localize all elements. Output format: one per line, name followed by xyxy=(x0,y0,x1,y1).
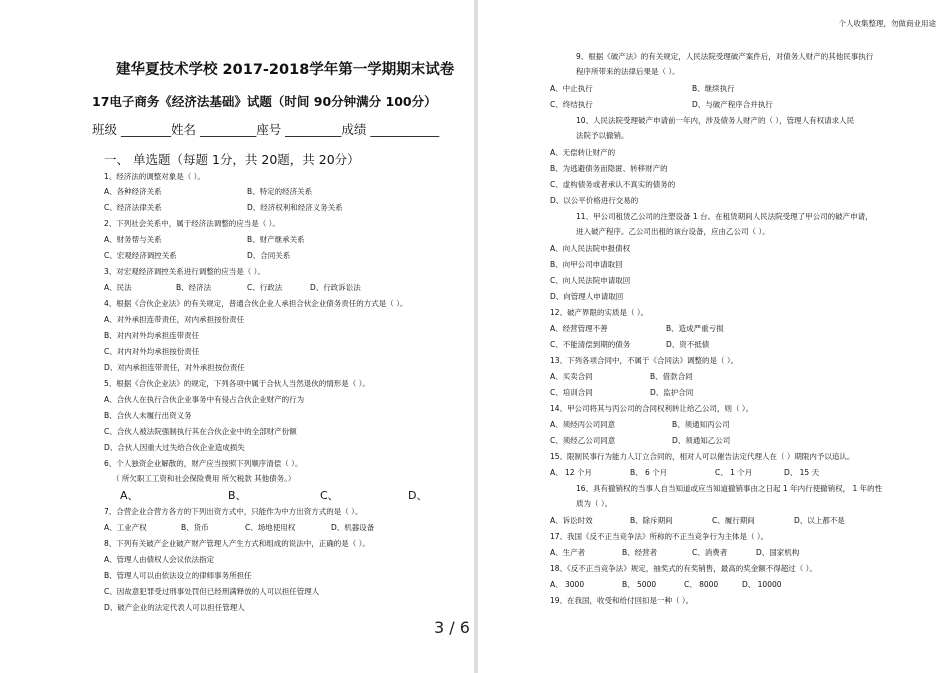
text-line: A、财务帮与关系 xyxy=(104,235,162,244)
text-line: C、虚构债务或者承认不真实的债务的 xyxy=(550,180,676,189)
text-line: B、对内对外均承担连带责任 xyxy=(104,331,200,340)
text-line: C、 8000 xyxy=(684,580,719,589)
text-line: D、 15 天 xyxy=(784,468,820,477)
text-line: C、 1 个月 xyxy=(715,468,753,477)
text-line: A、合伙人在执行合伙企业事务中有侵占合伙企业财产的行为 xyxy=(104,395,305,404)
text-line: 5、根据《合伙企业法》的规定，下列各项中属于合伙人当然退伙的情形是（ ）。 xyxy=(104,379,370,388)
exam-subtitle: 17电子商务《经济法基础》试题（时间 90分钟满分 100分） xyxy=(92,94,437,109)
text-line: 9、根据《破产法》的有关规定，人民法院受理破产案件后，对债务人财产的其他民事执行 xyxy=(576,52,874,61)
text-line: A、须经丙公司同意 xyxy=(550,420,616,429)
section-heading: 一、 单选题（每题 1分，共 20题，共 20分） xyxy=(104,152,360,167)
text-line: C、行政法 xyxy=(247,283,283,292)
text-line: A、对外承担连带责任，对内承担按份责任 xyxy=(104,315,245,324)
text-line: C、须经乙公司同意 xyxy=(550,436,616,445)
text-line: 13、下列各项合同中，不属于《合同法》调整的是（ ）。 xyxy=(550,356,739,365)
text-line: 进入破产程序。乙公司出租的该台设备，应由乙公司（ ）。 xyxy=(576,227,770,236)
text-line: A、经营管理不善 xyxy=(550,324,608,333)
text-line: B、财产继承关系 xyxy=(247,235,305,244)
text-line: D、 10000 xyxy=(742,580,782,589)
text-line: A、买卖合同 xyxy=(550,372,593,381)
text-line: A、管理人由债权人会议依法指定 xyxy=(104,555,215,564)
text-line: B、管理人可以由依法设立的律师事务所担任 xyxy=(104,571,252,580)
text-line: 质为（ ）。 xyxy=(576,499,613,508)
text-line: D、国家机构 xyxy=(756,548,800,557)
text-line: C、 xyxy=(320,489,339,502)
text-line: B、货币 xyxy=(181,523,209,532)
text-line: D、以上都不是 xyxy=(794,516,845,525)
text-line: B、为逃避债务而隐匿、转移财产的 xyxy=(550,164,668,173)
text-line: D、与破产程序合并执行 xyxy=(692,100,773,109)
text-line: B、借款合同 xyxy=(650,372,693,381)
text-line: B、继续执行 xyxy=(692,84,735,93)
text-line: B、经营者 xyxy=(622,548,658,557)
text-line: C、消费者 xyxy=(692,548,728,557)
text-line: D、经济权利和经济义务关系 xyxy=(247,203,343,212)
text-line: 2、下列社会关系中，属于经济法调整的应当是（ ）。 xyxy=(104,219,280,228)
text-line: C、经济法律关系 xyxy=(104,203,162,212)
text-line: A、诉讼时效 xyxy=(550,516,593,525)
exam-title: 建华夏技术学校 2017-2018学年第一学期期末试卷 xyxy=(116,62,455,78)
text-line: B、 6 个月 xyxy=(630,468,668,477)
text-line: 10、人民法院受理破产申请前一年内，涉及债务人财产的（ ），管理人有权请求人民 xyxy=(576,116,855,125)
text-line: D、资不抵债 xyxy=(666,340,710,349)
text-line: 法院予以撤销。 xyxy=(576,131,629,140)
text-line: 19、在我国，收受和给付回扣是一种（ ）。 xyxy=(550,596,694,605)
text-line: C、履行期间 xyxy=(712,516,755,525)
text-line: B、合伙人未履行出资义务 xyxy=(104,411,192,420)
text-line: 8、下列有关破产企业破产财产管理人产生方式和组成的说法中，正确的是（ ）。 xyxy=(104,539,370,548)
header-note: 个人收集整理，勿做商业用途 xyxy=(838,19,936,28)
text-line: A、向人民法院申报债权 xyxy=(550,244,631,253)
text-line: C、因故意犯罪受过刑事处罚但已经刑满释放的人可以担任管理人 xyxy=(104,587,320,596)
text-line: A、生产者 xyxy=(550,548,586,557)
text-line: B、 5000 xyxy=(622,580,657,589)
text-line: 3、对宏观经济调控关系进行调整的应当是（ ）。 xyxy=(104,267,265,276)
text-line: A、无偿转让财产的 xyxy=(550,148,616,157)
text-line: B、除斥期间 xyxy=(630,516,673,525)
text-line: D、 xyxy=(408,489,428,502)
text-line: 12、破产界限的实质是（ ）。 xyxy=(550,308,649,317)
text-line: D、机器设备 xyxy=(331,523,375,532)
text-line: A、各种经济关系 xyxy=(104,187,162,196)
text-line: B、造成严重亏损 xyxy=(666,324,724,333)
text-line: B、特定的经济关系 xyxy=(247,187,313,196)
text-line: A、 3000 xyxy=(550,580,585,589)
text-line: A、 12 个月 xyxy=(550,468,592,477)
text-line: 14、甲公司将其与丙公司的合同权利转让给乙公司，则（ ）。 xyxy=(550,404,754,413)
text-line: C、宏观经济调控关系 xyxy=(104,251,177,260)
text-line: C、终结执行 xyxy=(550,100,593,109)
text-line: D、合伙人因重大过失给合伙企业造成损失 xyxy=(104,443,245,452)
text-line: D、破产企业的法定代表人可以担任管理人 xyxy=(104,603,245,612)
text-line: D、以公平价格进行交易的 xyxy=(550,196,639,205)
text-line: C、场地使用权 xyxy=(245,523,296,532)
text-line: 程序所带来的法律后果是（ ）。 xyxy=(576,67,680,76)
text-line: A、 xyxy=(120,489,139,502)
text-line: 18、《反不正当竞争法》规定，抽奖式的有奖销售，最高的奖金额不得超过（ ）。 xyxy=(550,564,817,573)
text-line: 7、合营企业合营方各方的下列出资方式中，只能作为中方出资方式的是（ ）。 xyxy=(104,507,363,516)
document-page-left xyxy=(0,0,474,673)
text-line: C、合伙人被法院强制执行其在合伙企业中的全部财产份额 xyxy=(104,427,297,436)
text-line: C、不能清偿到期的债务 xyxy=(550,340,631,349)
page-indicator: 3 / 6 xyxy=(434,618,470,637)
text-line: D、行政诉讼法 xyxy=(310,283,361,292)
text-line: 15、限制民事行为能力人订立合同的，相对人可以催告法定代理人在（ ）期限内予以追认。 xyxy=(550,452,855,461)
text-line: D、须通知乙公司 xyxy=(672,436,731,445)
text-line: B、向甲公司申请取回 xyxy=(550,260,623,269)
text-line: A、民法 xyxy=(104,283,132,292)
text-line: B、经济法 xyxy=(176,283,212,292)
text-line: 4、根据《合伙企业法》的有关规定，普通合伙企业人承担合伙企业债务责任的方式是（ ）。 xyxy=(104,299,408,308)
text-line: A、工业产权 xyxy=(104,523,147,532)
text-line: （ 所欠职工工资和社会保险费用 所欠税款 其他债务。） xyxy=(112,474,296,483)
text-line: B、须通知丙公司 xyxy=(672,420,730,429)
text-line: D、向管理人申请取回 xyxy=(550,292,624,301)
text-line: D、对内承担连带责任，对外承担按份责任 xyxy=(104,363,245,372)
text-line: 16、具有撤销权的当事人自当知道或应当知道撤销事由之日起 1 年内行使撤销权， 1 年的性 xyxy=(576,484,883,493)
text-line: 1、经济法的调整对象是（ ）。 xyxy=(104,172,205,181)
text-line: B、 xyxy=(228,489,247,502)
student-info-line: 班级 ________姓名 _________座号 _________成绩 ___________ xyxy=(92,122,440,137)
text-line: C、向人民法院申请取回 xyxy=(550,276,631,285)
text-line: C、对内对外均承担按份责任 xyxy=(104,347,200,356)
text-line: 11、甲公司租赁乙公司的注塑设备 1 台。在租赁期间人民法院受理了甲公司的破产申请， xyxy=(576,212,873,221)
text-line: D、监护合同 xyxy=(650,388,694,397)
text-line: D、合同关系 xyxy=(247,251,291,260)
text-line: C、培训合同 xyxy=(550,388,593,397)
document-page-right xyxy=(478,0,950,673)
text-line: 6、个人独资企业解散的，财产应当按照下列顺序清偿（ ）。 xyxy=(104,459,303,468)
text-line: 17、我国《反不正当竞争法》所称的不正当竞争行为主体是（ ）。 xyxy=(550,532,769,541)
text-line: A、中止执行 xyxy=(550,84,593,93)
